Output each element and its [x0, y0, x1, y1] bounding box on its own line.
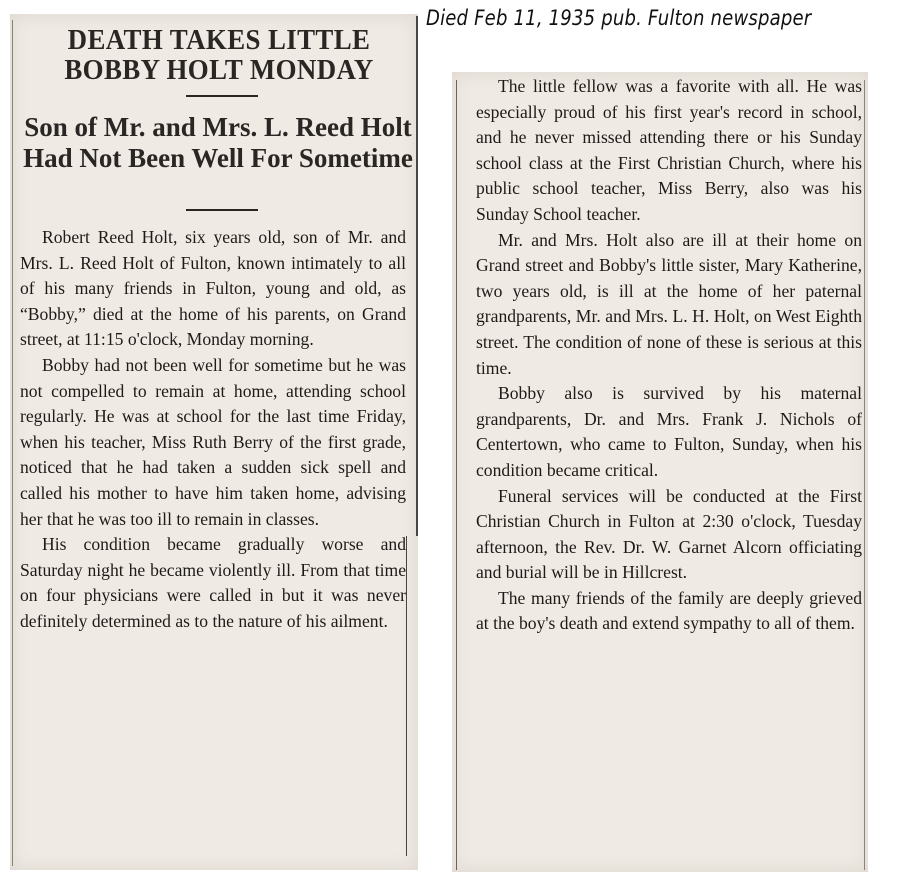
clipping-edge-right: [864, 80, 865, 870]
paragraph: The many friends of the family are deeply grieved at the boy's death and extend sympathy to all of them.: [476, 587, 862, 634]
subheadline-rule: [186, 209, 258, 211]
paragraph: The little fellow was a favorite with all. He was especially proud of his first year's record in school, and he never missed attending there or his Sunday school class at the First Christian Church, where his public school teacher, Miss Berry, also was his Sunday School teacher.: [476, 76, 862, 224]
paragraph: His condition became gradually worse and Saturday night he became violently ill. From that time on four physicians were called in but it was never definitely determined as to the nature of his ailment.: [20, 534, 406, 631]
column-rule-right: [456, 80, 457, 870]
handwritten-note: Died Feb 11, 1935 pub. Fulton newspaper: [426, 6, 812, 30]
paragraph: Mr. and Mrs. Holt also are ill at their home on Grand street and Bobby's little sister, Mary Katherine, two years old, is ill at the home of her paternal grandparents, Mr. and Mrs. L. H. Holt, on West Eighth street. The condition of none of these is serious at this time.: [476, 229, 862, 378]
clipping-edge-left: [12, 20, 13, 866]
column-rule-left-lower: [406, 536, 407, 856]
article-column-right: [476, 74, 862, 637]
paragraph: Bobby had not been well for sometime but he was not compelled to remain at home, attending school regularly. He was at school for the last time Friday, when his teacher, Miss Ruth Berry of the first grade, noticed that he had taken a sudden sick spell and called his mother to have him taken home, advising her that he was too ill to remain in classes.: [20, 354, 406, 529]
paragraph: Robert Reed Holt, six years old, son of Mr. and Mrs. L. Reed Holt of Fulton, known intimately to all of his many friends in Fulton, young and old, as “Bobby,” died at the home of his parents, on Grand street, at 11:15 o'clock, Monday morning.: [20, 227, 406, 350]
column-rule-left: [416, 16, 418, 536]
headline: DEATH TAKES LITTLE BOBBY HOLT MONDAY: [64, 25, 374, 86]
subheadline: Son of Mr. and Mrs. L. Reed Holt Had Not Been Well For Sometime: [23, 112, 413, 173]
paragraph: Bobby also is survived by his maternal grandparents, Dr. and Mrs. Frank J. Nichols of Centertown, who came to Fulton, Sunday, when his condition became critical.: [476, 383, 862, 480]
headline-rule: [186, 95, 258, 97]
paragraph: Funeral services will be conducted at the First Christian Church in Fulton at 2:30 o'clock, Tuesday afternoon, the Rev. Dr. W. Garnet Alcorn officiating and burial will be in Hillcrest.: [476, 485, 862, 583]
article-column-left: [20, 225, 406, 635]
